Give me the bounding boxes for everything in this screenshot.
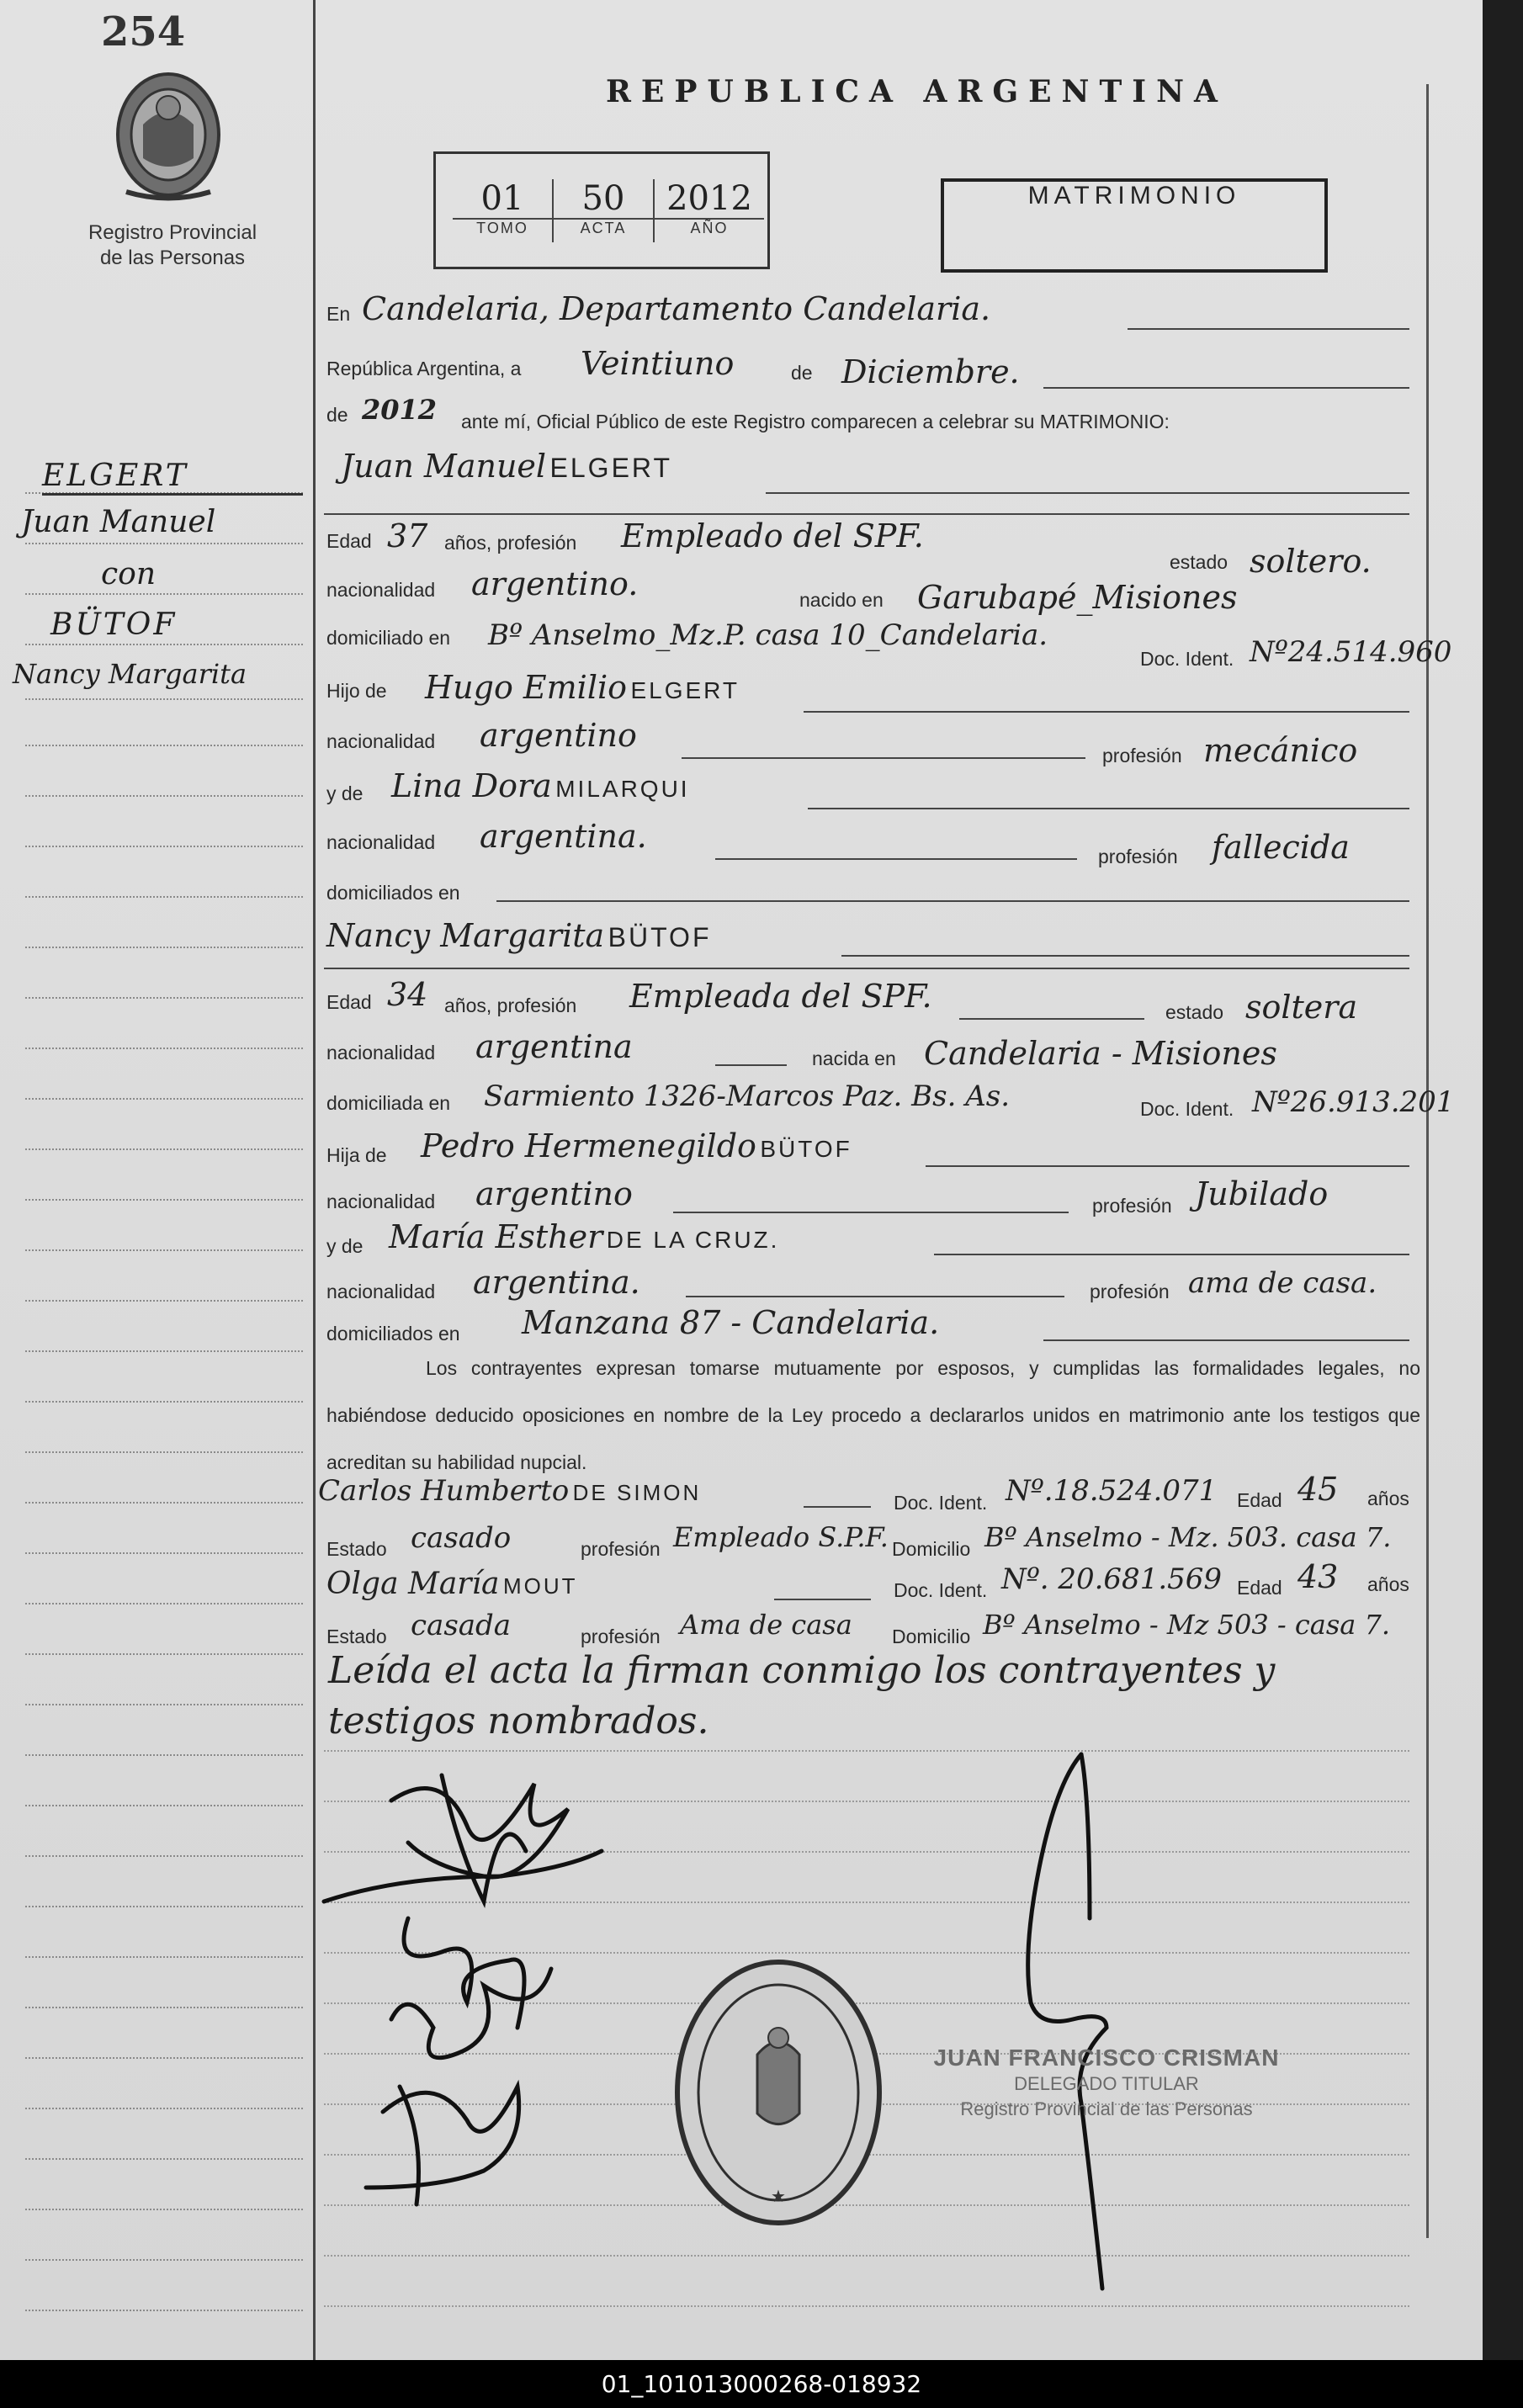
acta-label: ACTA	[580, 220, 627, 236]
blank-line	[496, 900, 1409, 902]
margin-ruled-line	[25, 846, 303, 847]
registry-label-line2: de las Personas	[99, 247, 246, 269]
bride-mother-profession: ama de casa.	[1188, 1266, 1377, 1300]
blank-line	[1043, 387, 1409, 389]
margin-ruled-line	[25, 896, 303, 898]
margin-ruled-line	[25, 1956, 303, 1958]
groom-doc: Nº24.514.960	[1250, 635, 1452, 669]
section-line	[324, 968, 1409, 969]
bride-nationality: argentina	[475, 1028, 633, 1065]
groom-mother-surname: MILARQUI	[555, 776, 690, 802]
margin-ruled-line	[25, 1805, 303, 1806]
margin-ruled-line	[25, 1906, 303, 1907]
witness1-fullname	[318, 1474, 701, 1508]
margin-ruled-line	[25, 1855, 303, 1857]
margin-name-groom: Juan Manuel	[21, 505, 216, 539]
margin-ruled-line	[25, 593, 303, 595]
margin-ruled-line	[25, 1451, 303, 1453]
ruled-line	[324, 2305, 1409, 2307]
blank-line	[715, 858, 1077, 860]
witness1-address: Bº Anselmo - Mz. 503. casa 7.	[984, 1521, 1392, 1553]
margin-ruled-line	[25, 1048, 303, 1049]
margin-ruled-line	[25, 997, 303, 999]
groom-address: Bº Anselmo_Mz.P. casa 10_Candelaria.	[488, 618, 1048, 652]
margin-ruled-line	[25, 2057, 303, 2059]
margin-ruled-line	[25, 1603, 303, 1604]
margin-ruled-line	[25, 1653, 303, 1655]
bride-mother-nationality: argentina.	[473, 1264, 640, 1301]
bride-father-name: Pedro Hermenegildo	[421, 1127, 756, 1164]
bride-doc-label: Doc. Ident.	[1140, 1098, 1234, 1120]
registry-label	[59, 220, 286, 271]
blank-line	[682, 757, 1085, 759]
witness2-name: Olga María	[326, 1567, 500, 1601]
bride-parents-address: Manzana 87 - Candelaria.	[522, 1304, 940, 1341]
witness1-estado-label: Estado	[326, 1538, 387, 1560]
margin-ruled-line	[25, 644, 303, 645]
witness2-surname: MOUT	[502, 1573, 578, 1599]
en-label: En	[326, 303, 351, 325]
bride-birthplace: Candelaria - Misiones	[924, 1035, 1277, 1072]
witness2-doc: Nº. 20.681.569	[1001, 1562, 1223, 1596]
margin-ruled-line	[25, 2310, 303, 2311]
groom-father-name: Hugo Emilio	[425, 669, 628, 706]
groom-mother-profession: fallecida	[1212, 829, 1350, 866]
groom-father-nationality: argentino	[480, 717, 637, 754]
acta-cell	[554, 179, 655, 242]
bride-mother-surname: DE LA CRUZ.	[606, 1227, 780, 1253]
official-stamp	[930, 2045, 1283, 2122]
blank-line	[774, 1599, 871, 1600]
groom-surname: ELGERT	[549, 453, 672, 483]
anio-value: 2012	[655, 179, 764, 220]
witness1-status: casado	[411, 1521, 512, 1555]
svg-text:★: ★	[771, 2186, 786, 2206]
groom-born-label: nacido en	[799, 589, 884, 611]
bride-edad-label: Edad	[326, 991, 372, 1013]
country-heading: REPUBLICA ARGENTINA	[606, 74, 1228, 109]
groom-father-profession: mecánico	[1203, 732, 1358, 769]
groom-age: 37	[387, 517, 428, 554]
groom-nationality: argentino.	[471, 565, 639, 602]
margin-ruled-line	[25, 1704, 303, 1705]
groom-marital-status: soltero.	[1250, 543, 1372, 580]
statement-text: ante mí, Oficial Público de este Registro comparecen a celebrar su MATRIMONIO:	[461, 411, 1170, 432]
groom-mother-name: Lina Dora	[391, 767, 552, 804]
blank-line	[804, 1506, 871, 1508]
bride-profession: Empleada del SPF.	[629, 978, 932, 1015]
groom-nationality-label: nacionalidad	[326, 579, 436, 601]
margin-ruled-line	[25, 1401, 303, 1403]
tomo-cell	[453, 179, 554, 242]
witness1-age: 45	[1297, 1471, 1339, 1508]
bride-address-label: domiciliada en	[326, 1092, 451, 1114]
de2-label: de	[326, 404, 348, 426]
bride-mother-fullname	[389, 1218, 779, 1255]
bride-mother-nat-label: nacionalidad	[326, 1281, 436, 1302]
blank-line	[686, 1296, 1064, 1297]
witness1-dom-label: Domicilio	[892, 1538, 971, 1560]
bride-mother-name: María Esther	[389, 1218, 603, 1255]
bride-father-fullname	[421, 1127, 852, 1164]
witness1-anos-label: años	[1367, 1488, 1409, 1509]
margin-ruled-line	[25, 1552, 303, 1554]
blank-line	[673, 1212, 1069, 1213]
margin-ruled-line	[25, 1502, 303, 1504]
bride-estado-label: estado	[1165, 1001, 1224, 1023]
acta-value: 50	[554, 179, 653, 220]
margin-ruled-line	[25, 2209, 303, 2210]
margin-ruled-line	[25, 2007, 303, 2008]
witness2-address: Bº Anselmo - Mz 503 - casa 7.	[983, 1609, 1391, 1641]
anio-cell	[655, 179, 764, 242]
witness2-profession: Ama de casa	[680, 1609, 852, 1641]
margin-ruled-line	[25, 1300, 303, 1302]
margin-surname-bride: BÜTOF	[50, 607, 178, 642]
margin-ruled-line	[25, 795, 303, 797]
margin-surname-groom: ELGERT	[42, 459, 303, 496]
bride-nationality-label: nacionalidad	[326, 1042, 436, 1063]
record-type-box: MATRIMONIO	[941, 178, 1328, 273]
witness1-name: Carlos Humberto	[318, 1474, 570, 1508]
bride-father-label: Hija de	[326, 1144, 387, 1166]
month-value: Diciembre.	[841, 353, 1020, 390]
bride-age: 34	[387, 976, 428, 1013]
bride-father-nat-label: nacionalidad	[326, 1191, 436, 1212]
witness2-estado-label: Estado	[326, 1626, 387, 1647]
right-frame-line	[1426, 84, 1429, 2238]
bride-father-surname: BÜTOF	[760, 1136, 852, 1162]
signatures-scribble-icon	[316, 1750, 635, 2221]
registry-emblem-icon	[109, 66, 227, 204]
blank-line	[926, 1165, 1409, 1167]
official-signature-icon	[989, 1750, 1140, 2305]
witness2-edad-label: Edad	[1237, 1577, 1282, 1599]
bride-born-label: nacida en	[812, 1048, 896, 1069]
groom-father-nat-label: nacionalidad	[326, 730, 436, 752]
margin-connector: con	[101, 557, 157, 591]
declaration-text: Los contrayentes expresan tomarse mutuamente por esposos, y cumplidas las formalidades legales, no habiéndose deducido oposiciones en nombre de la Ley procedo a declararlos unidos en matrimonio ante los testigos que acreditan su habilidad nupcial.	[326, 1357, 1420, 1473]
witness1-doc-label: Doc. Ident.	[894, 1492, 988, 1514]
blank-line	[715, 1064, 787, 1066]
republic-label: República Argentina, a	[326, 358, 522, 379]
book-binding-edge	[1483, 0, 1523, 2360]
witness2-age: 43	[1297, 1558, 1339, 1595]
groom-father-prof-label: profesión	[1102, 745, 1182, 766]
blank-line	[804, 711, 1409, 713]
place-value: Candelaria, Departamento Candelaria.	[362, 290, 991, 327]
blank-line	[1128, 328, 1409, 330]
bride-mother-label: y de	[326, 1235, 364, 1257]
witness1-doc: Nº.18.524.071	[1006, 1474, 1218, 1508]
groom-mother-nationality: argentina.	[480, 818, 647, 855]
tomo-label: TOMO	[476, 220, 528, 236]
year-value: 2012	[362, 394, 438, 426]
witness2-doc-label: Doc. Ident.	[894, 1579, 988, 1601]
groom-profesion-label: años, profesión	[444, 532, 577, 554]
witness1-surname: DE SIMON	[572, 1480, 702, 1505]
witness1-profession: Empleado S.P.F.	[673, 1521, 889, 1553]
groom-name: Juan Manuel	[341, 448, 547, 485]
official-name: JUAN FRANCISCO CRISMAN	[933, 2045, 1280, 2071]
margin-ruled-line	[25, 1148, 303, 1150]
groom-father-fullname	[425, 669, 740, 706]
bride-father-nationality: argentino	[475, 1175, 633, 1212]
witness2-prof-label: profesión	[581, 1626, 661, 1647]
blank-line	[959, 1018, 1144, 1020]
de-label: de	[791, 362, 813, 384]
margin-ruled-line	[25, 947, 303, 948]
section-line	[324, 513, 1409, 515]
bride-profesion-label: años, profesión	[444, 994, 577, 1016]
groom-mother-fullname	[391, 767, 690, 804]
page-number: 254	[101, 8, 186, 56]
blank-line	[1043, 1339, 1409, 1341]
margin-ruled-line	[25, 2108, 303, 2109]
groom-father-surname: ELGERT	[630, 677, 740, 703]
groom-fullname	[341, 448, 672, 485]
groom-edad-label: Edad	[326, 530, 372, 552]
bride-father-profession: Jubilado	[1195, 1175, 1329, 1212]
groom-address-label: domiciliado en	[326, 627, 451, 649]
margin-ruled-line	[25, 698, 303, 700]
witness2-dom-label: Domicilio	[892, 1626, 971, 1647]
official-seal-icon	[669, 1954, 888, 2231]
official-org: Registro Provincial de las Personas	[960, 2098, 1253, 2119]
closing-line1: Leída el acta la firman conmigo los contrayentes y	[328, 1649, 1276, 1692]
groom-birthplace: Garubapé_Misiones	[917, 579, 1238, 616]
blank-line	[841, 955, 1409, 957]
margin-ruled-line	[25, 1098, 303, 1100]
groom-mother-nat-label: nacionalidad	[326, 831, 436, 853]
groom-mother-label: y de	[326, 782, 364, 804]
margin-ruled-line	[25, 1754, 303, 1756]
margin-ruled-line	[25, 1350, 303, 1352]
bride-marital-status: soltera	[1245, 989, 1358, 1026]
witness2-anos-label: años	[1367, 1573, 1409, 1595]
anio-label: AÑO	[690, 220, 729, 236]
bride-doc: Nº26.913.201	[1252, 1085, 1455, 1119]
witness1-edad-label: Edad	[1237, 1489, 1282, 1511]
blank-line	[766, 492, 1409, 494]
record-number-box	[433, 151, 770, 269]
blank-line	[808, 808, 1409, 809]
witness2-fullname	[326, 1567, 578, 1601]
margin-ruled-line	[25, 543, 303, 544]
groom-father-label: Hijo de	[326, 680, 387, 702]
witness2-status: casada	[411, 1609, 512, 1642]
groom-estado-label: estado	[1170, 551, 1228, 573]
margin-ruled-line	[25, 745, 303, 746]
ruled-line	[324, 2255, 1409, 2257]
margin-ruled-line	[25, 2158, 303, 2160]
tomo-value: 01	[453, 179, 552, 220]
bride-father-prof-label: profesión	[1092, 1195, 1172, 1217]
footer-image-id: 01_101013000268-018932	[0, 2360, 1523, 2408]
bride-name: Nancy Margarita	[326, 917, 605, 954]
bride-fullname	[326, 917, 711, 954]
day-value: Veintiuno	[581, 345, 735, 382]
groom-doc-label: Doc. Ident.	[1140, 648, 1234, 670]
witness1-prof-label: profesión	[581, 1538, 661, 1560]
groom-parents-address-label: domiciliados en	[326, 882, 460, 904]
margin-ruled-line	[25, 2259, 303, 2261]
groom-profession: Empleado del SPF.	[621, 517, 924, 554]
bride-address: Sarmiento 1326-Marcos Paz. Bs. As.	[484, 1079, 1011, 1113]
margin-ruled-line	[25, 1199, 303, 1201]
bride-parents-address-label: domiciliados en	[326, 1323, 460, 1345]
bride-mother-prof-label: profesión	[1090, 1281, 1170, 1302]
closing-line2: testigos nombrados.	[328, 1700, 709, 1742]
bride-surname: BÜTOF	[608, 922, 712, 952]
blank-line	[934, 1254, 1409, 1255]
registry-label-line1: Registro Provincial	[88, 221, 257, 244]
groom-mother-prof-label: profesión	[1098, 846, 1178, 867]
margin-name-bride: Nancy Margarita	[13, 658, 247, 690]
margin-ruled-line	[25, 1249, 303, 1251]
official-role: DELEGADO TITULAR	[1014, 2073, 1199, 2094]
